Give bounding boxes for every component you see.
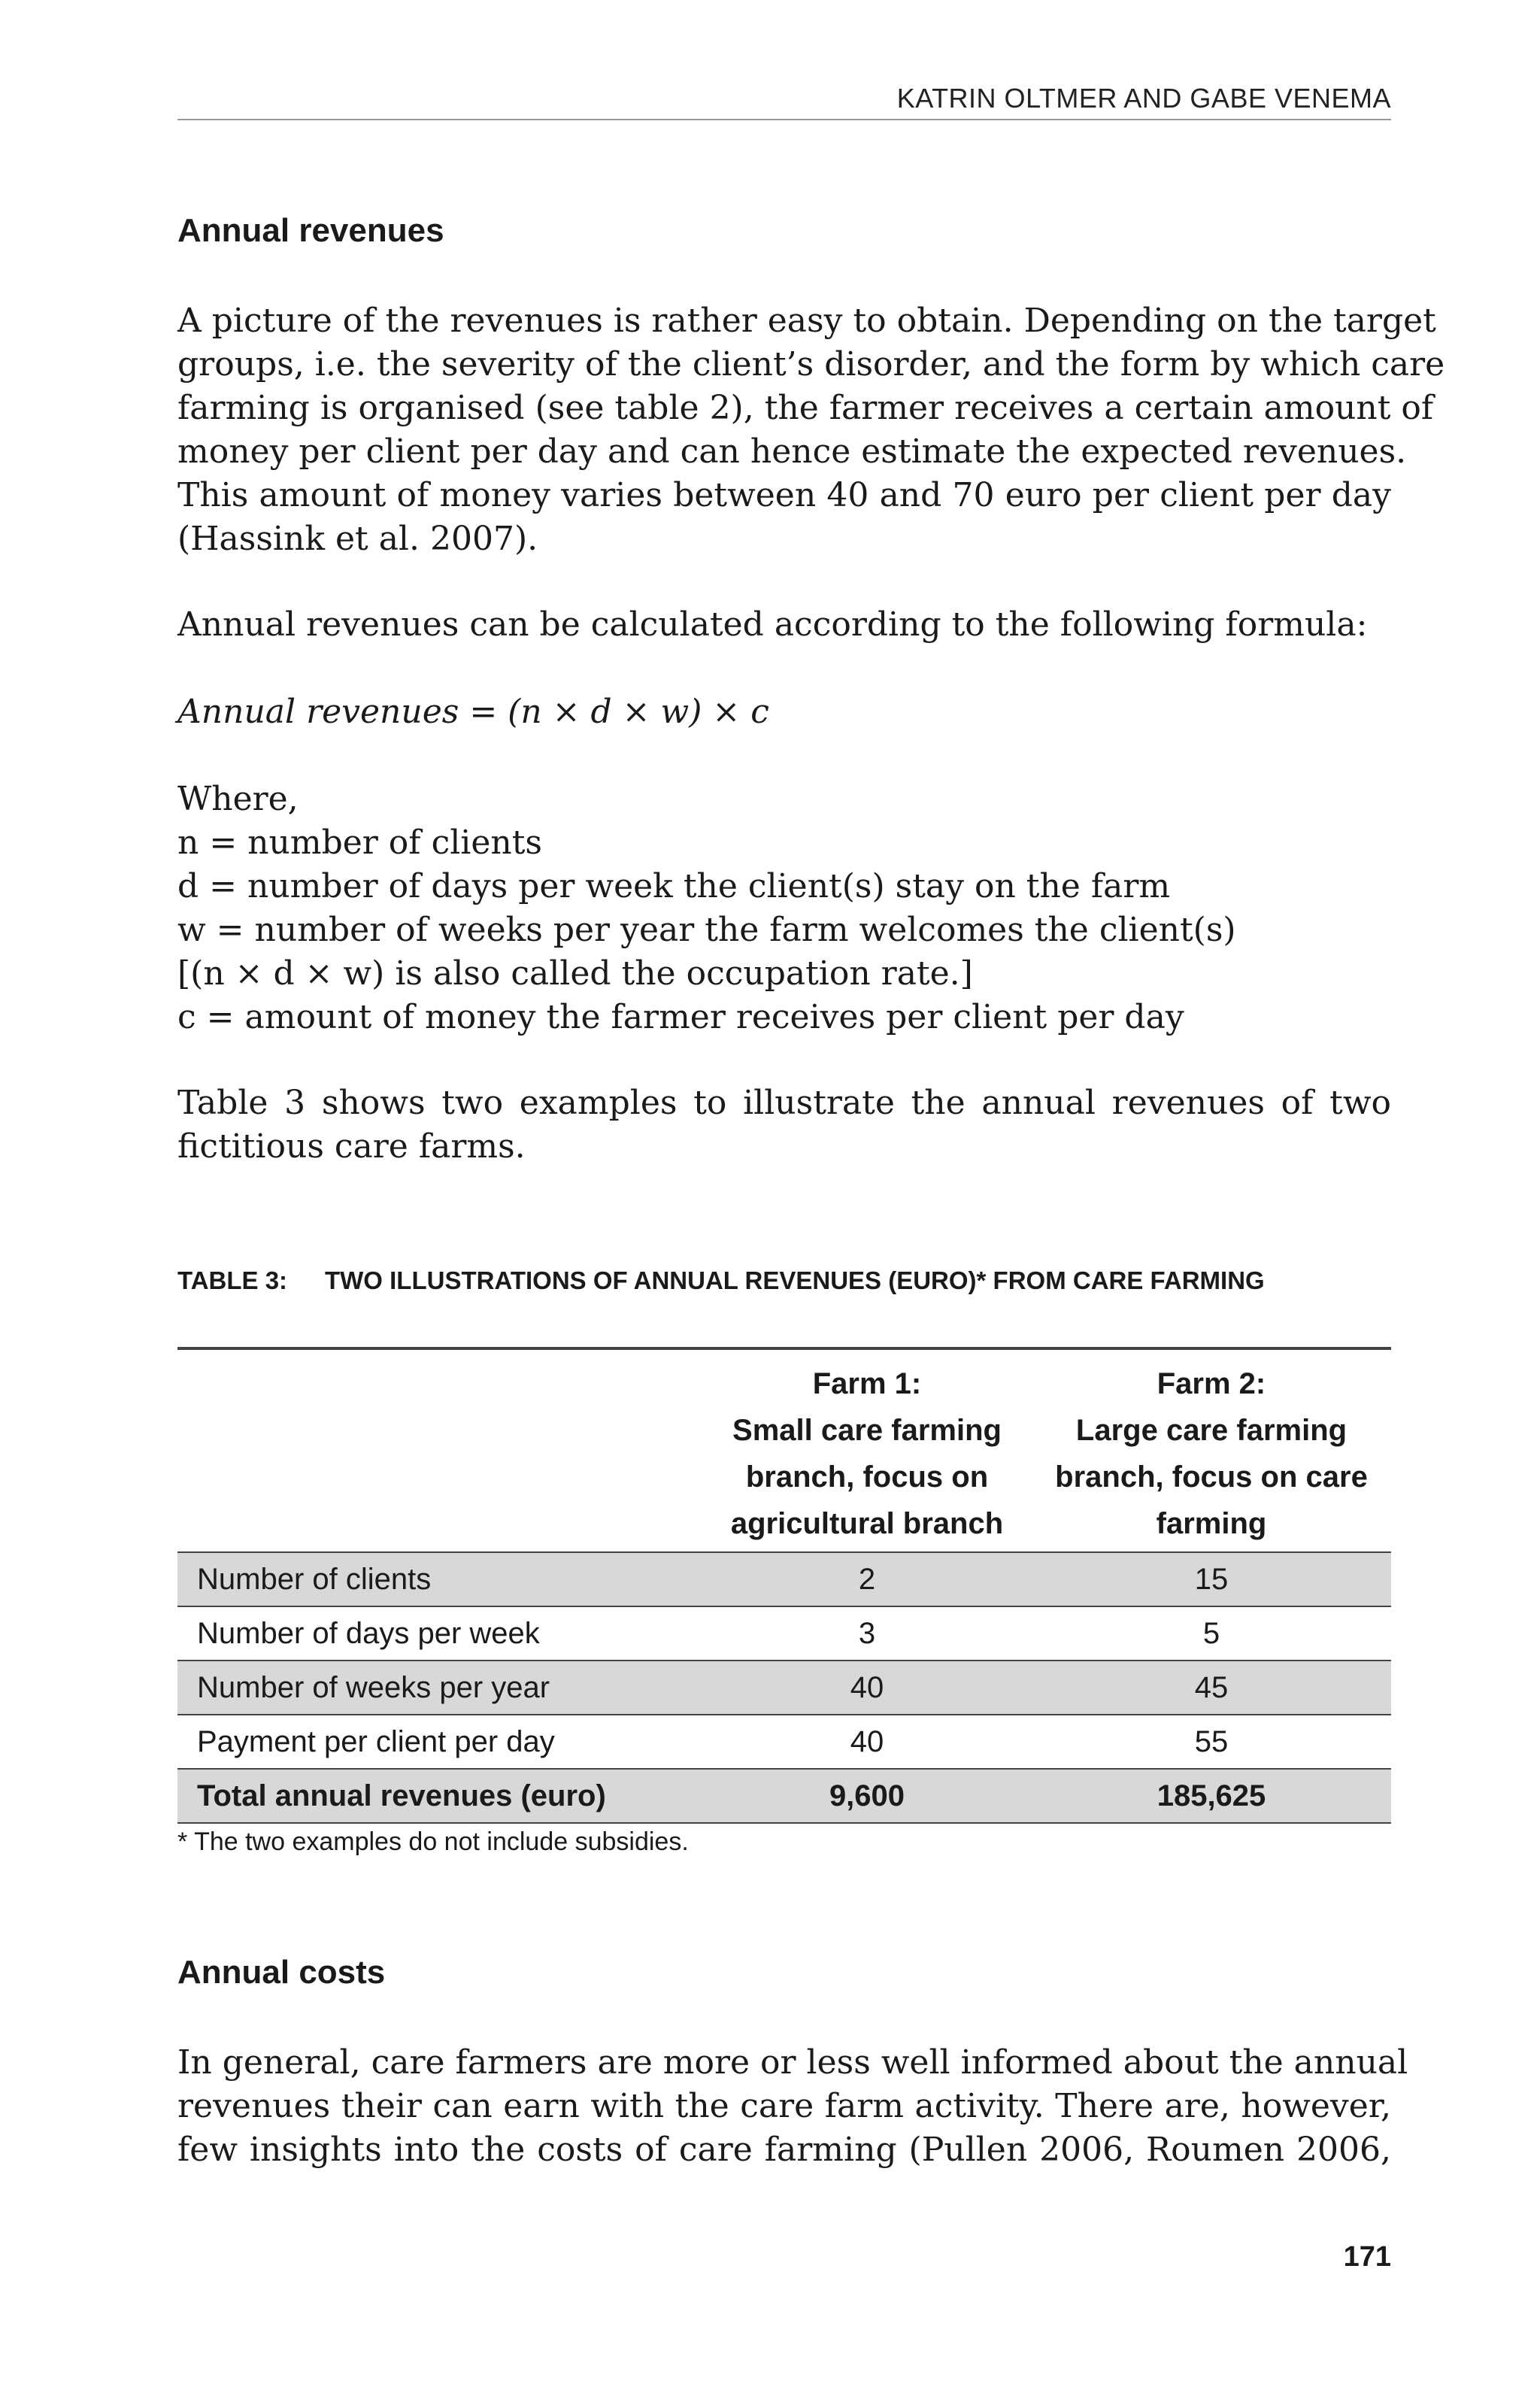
table-total-row [177, 1769, 1391, 1823]
header-line: Large care farming [1075, 1414, 1348, 1447]
header-line: Farm 1: [812, 1367, 922, 1400]
section-heading-annual-revenues: Annual revenues [177, 212, 444, 249]
header-line: Small care farming [732, 1414, 1002, 1447]
row-label: Payment per client per day [177, 1715, 702, 1769]
paragraph-formula-intro [177, 603, 1391, 647]
definition-c: c = amount of money the farmer receives per client per day [177, 998, 1184, 1036]
table-header-row [177, 1349, 1391, 1552]
text-line: money per client per day and can hence estimate the expected revenues. [177, 432, 1407, 471]
running-head: KATRIN OLTMER AND GABE VENEMA [896, 83, 1391, 114]
table-footnote: * The two examples do not include subsidies. [177, 1827, 689, 1856]
header-rule [177, 119, 1391, 120]
formula [177, 690, 1391, 734]
header-line: agricultural branch [730, 1507, 1004, 1540]
table-caption [177, 1266, 1265, 1295]
table-header-farm-2 [1032, 1349, 1391, 1552]
formula-text: Annual revenues = (n × d × w) × c [177, 693, 769, 731]
text-line: fictitious care farms. [177, 1127, 526, 1166]
farm-2-value: 55 [1032, 1715, 1391, 1769]
text-line: This amount of money varies between 40 and 70 euro per client per day [177, 476, 1391, 514]
text-line: revenues their can earn with the care farm activity. There are, however, [177, 2087, 1391, 2125]
row-label: Total annual revenues (euro) [177, 1769, 702, 1823]
table-row [177, 1661, 1391, 1715]
farm-1-value: 40 [702, 1661, 1032, 1715]
text-line: groups, i.e. the severity of the client’s disorder, and the form by which care [177, 345, 1445, 384]
table-row [177, 1606, 1391, 1661]
header-line: branch, focus on care [1055, 1460, 1368, 1494]
section-heading-annual-costs: Annual costs [177, 1954, 386, 1991]
paragraph-costs-intro [177, 2041, 1408, 2172]
paragraph-table-reference [177, 1081, 1391, 1169]
text-line: In general, care farmers are more or less well informed about the annual [177, 2043, 1408, 2082]
header-line: branch, focus on [745, 1460, 989, 1494]
table-header-farm-1 [702, 1349, 1032, 1552]
header-line: farming [1156, 1507, 1267, 1540]
table-row [177, 1715, 1391, 1769]
farm-1-value: 40 [702, 1715, 1032, 1769]
text-line: farming is organised (see table 2), the farmer receives a certain amount of [177, 389, 1434, 427]
table-row [177, 1552, 1391, 1606]
farm-1-total: 9,600 [702, 1769, 1032, 1823]
definition-w: w = number of weeks per year the farm welcomes the client(s) [177, 911, 1236, 949]
definition-d: d = number of days per week the client(s) stay on the farm [177, 867, 1171, 905]
table-caption-label: TABLE 3: [177, 1266, 288, 1294]
row-label: Number of clients [177, 1552, 702, 1606]
where-label: Where, [177, 780, 299, 818]
farm-2-value: 45 [1032, 1661, 1391, 1715]
farm-2-value: 15 [1032, 1552, 1391, 1606]
farm-2-total: 185,625 [1032, 1769, 1391, 1823]
text-line: Annual revenues can be calculated according to the following formula: [177, 605, 1368, 644]
row-label: Number of days per week [177, 1606, 702, 1661]
farm-2-value: 5 [1032, 1606, 1391, 1661]
variable-definitions [177, 778, 1391, 1039]
table-header-empty [177, 1349, 702, 1552]
text-line: (Hassink et al. 2007). [177, 520, 538, 558]
row-label: Number of weeks per year [177, 1661, 702, 1715]
paragraph-revenues-intro [177, 299, 1445, 561]
header-line: Farm 2: [1157, 1367, 1266, 1400]
farm-1-value: 3 [702, 1606, 1032, 1661]
definition-n: n = number of clients [177, 823, 542, 862]
revenues-table [177, 1347, 1391, 1824]
page-number: 171 [1343, 2241, 1391, 2273]
text-line: A picture of the revenues is rather easy to obtain. Depending on the target [177, 302, 1436, 340]
farm-1-value: 2 [702, 1552, 1032, 1606]
definition-occupation-rate: [(n × d × w) is also called the occupation rate.] [177, 954, 973, 993]
text-line: few insights into the costs of care farming (Pullen 2006, Roumen 2006, [177, 2131, 1391, 2169]
table-caption-text: TWO ILLUSTRATIONS OF ANNUAL REVENUES (EURO)* FROM CARE FARMING [325, 1266, 1265, 1294]
text-line: Table 3 shows two examples to illustrate the annual revenues of two [177, 1084, 1391, 1122]
